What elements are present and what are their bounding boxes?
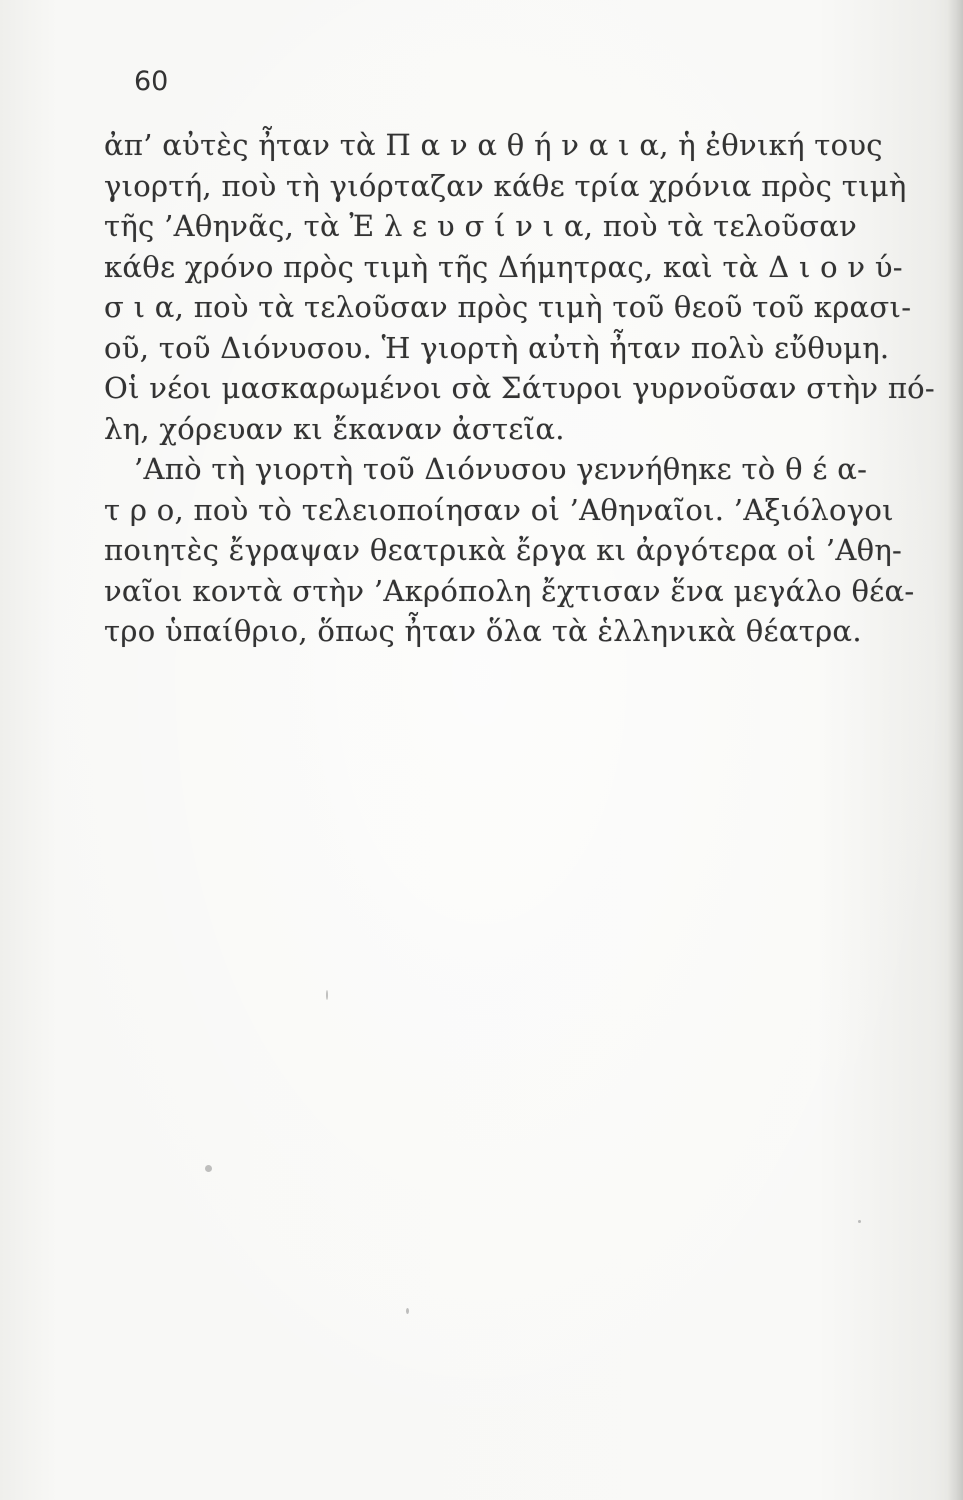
text-line: λη, χόρευαν κι ἔκαναν ἀστεῖα. — [104, 411, 565, 446]
page-edge-shadow — [947, 0, 963, 1500]
text-line: ’Απὸ τὴ γιορτὴ τοῦ Διόνυσου γεννήθηκε τὸ θ έ α- — [134, 452, 868, 486]
text-line: γιορτή, ποὺ τὴ γιόρταζαν κάθε τρία χρόνια πρὸς τιμὴ — [104, 168, 907, 203]
paper-speck — [406, 1308, 409, 1314]
text-line: τῆς ’Αθηνᾶς, τὰ Ἐ λ ε υ σ ί ν ι α, ποὺ τὰ τελοῦσαν — [104, 209, 858, 243]
body-text — [104, 125, 936, 652]
page-number: 60 — [134, 66, 169, 97]
paper-speck — [205, 1165, 212, 1172]
paper-speck — [858, 1220, 861, 1223]
text-line: κάθε χρόνο πρὸς τιμὴ τῆς Δήμητρας, καὶ τὰ Δ ι ο ν ύ- — [104, 249, 903, 284]
text-line: οῦ, τοῦ Διόνυσου. Ἡ γιορτὴ αὐτὴ ἦταν πολὺ εὔθυμη. — [104, 330, 890, 365]
text-line: ποιητὲς ἔγραψαν θεατρικὰ ἔργα κι ἀργότερα οἱ ’Αθη- — [104, 533, 903, 567]
text-line: τ ρ ο, ποὺ τὸ τελειοποίησαν οἱ ’Αθηναῖοι. ’Αξιόλογοι — [104, 492, 894, 527]
paper-speck — [326, 990, 328, 1000]
text-line: ἀπ’ αὐτὲς ἦταν τὰ Π α ν α θ ή ν α ι α, ἡ ἐθνική τους — [104, 128, 883, 162]
text-line: τρο ὑπαίθριο, ὅπως ἦταν ὅλα τὰ ἑλληνικὰ θέατρα. — [104, 614, 862, 648]
text-line: ναῖοι κοντὰ στὴν ’Ακρόπολη ἔχτισαν ἕνα μεγάλο θέα- — [104, 573, 915, 608]
text-line: σ ι α, ποὺ τὰ τελοῦσαν πρὸς τιμὴ τοῦ θεοῦ τοῦ κρασι- — [104, 290, 912, 324]
text-line: Οἱ νέοι μασκαρωμένοι σὰ Σάτυροι γυρνοῦσαν στὴν πό- — [104, 371, 936, 405]
